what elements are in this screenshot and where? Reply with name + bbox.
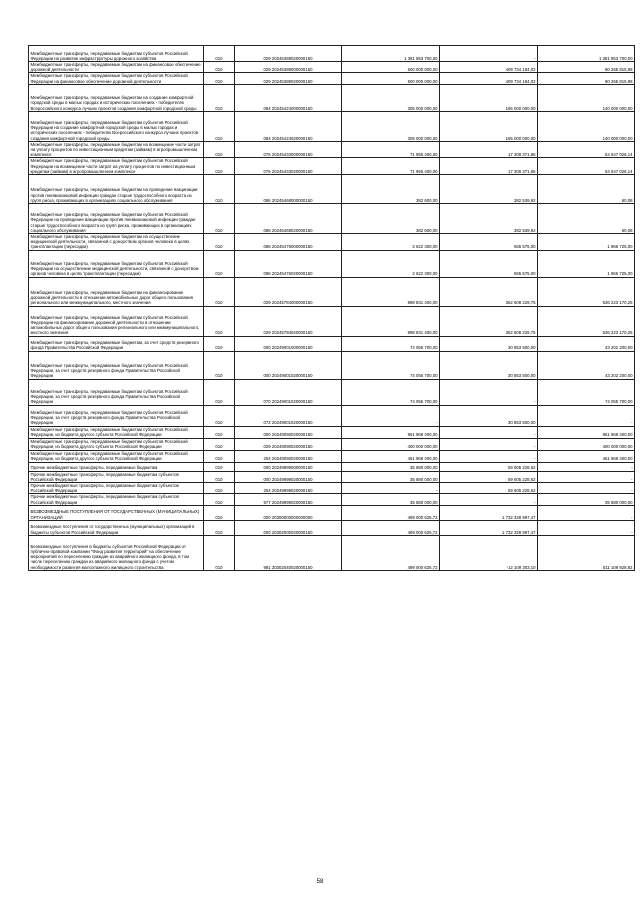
row-budget-code: 029 20245784000000150 [235, 277, 342, 306]
row-approved-amount: 500 000 000,00 [342, 62, 440, 73]
row-approved-amount: - [342, 483, 440, 494]
row-approved-amount: 382 600,00 [342, 175, 440, 204]
row-approved-amount: 74 055 700,00 [342, 336, 440, 351]
row-budget-code: 086 20245468000000150 [235, 175, 342, 204]
row-approved-amount: 2 622 300,00 [342, 250, 440, 277]
row-budget-code: 000 20249999020000150 [235, 471, 342, 482]
row-name: Безвозмездные поступления в бюджеты субъектов Российской Федерации от публично-правовой компании "Фонд развития территорий" на обеспечение мероприятий по переселению граждан из аварийного жилищного фонда, в том числе переселению граждан из аварийного жилищного фонда с учетом необходимости развития малоэтажного жилищного строительства [29, 535, 204, 570]
row-approved-amount: 71 955 400,00 [342, 158, 440, 175]
row-executed-amount: 1 732 328 997,47 [440, 505, 538, 520]
row-line-code: 010 [204, 379, 235, 405]
row-name: Межбюджетные трансферты, передаваемые бюджетам на возмещение части затрат на уплату процентов по инвестиционным кредитам (займам) в агропромышленном комплексе [29, 141, 204, 158]
table-row [29, 158, 635, 175]
row-executed-amount: 655 575,00 [440, 250, 538, 277]
row-budget-code: 254 20249999020000150 [235, 483, 342, 494]
row-name: Межбюджетные трансферты, передаваемые бюджетам на создание комфортной городской среды в малых городах и исторических поселениях - победителях Всероссийского конкурса лучших проектов создания комфортной городской среды [29, 84, 204, 111]
row-line-code: 010 [204, 62, 235, 73]
row-executed-amount: - [440, 426, 538, 438]
row-name: Межбюджетные трансферты, передаваемые бюджетам субъектов Российской Федерации, за счет средств резервного фонда Правительства Российской Федерации [29, 405, 204, 426]
row-budget-code: 086 20245476000000150 [235, 234, 342, 251]
table-row [29, 111, 635, 141]
row-unexecuted-amount: 43 202 200,00 [538, 351, 635, 379]
row-budget-code: 000 20249999000000150 [235, 462, 342, 471]
row-unexecuted-amount: 1 966 725,00 [538, 250, 635, 277]
row-executed-amount: 362 608 229,75 [440, 277, 538, 306]
row-name: Межбюджетные трансферты, передаваемые бюджетам на проведение вакцинации против пневмококковой инфекции граждан старше трудоспособного возраста из групп риска, проживающих в организациях социального обслуживания [29, 175, 204, 204]
row-name: Межбюджетные трансферты, передаваемые бюджетам субъектов Российской Федерации на финансовое обеспечение дорожной деятельности [29, 73, 204, 84]
row-executed-amount: 165 000 000,00 [440, 84, 538, 111]
row-unexecuted-amount: 140 000 000,00 [538, 84, 635, 111]
row-line-code: 010 [204, 520, 235, 535]
row-budget-code: 029 20249090020000150 [235, 438, 342, 450]
table-row [29, 46, 635, 62]
row-budget-code: 084 20245424000000150 [235, 84, 342, 111]
row-approved-amount: 500 000 000,00 [342, 73, 440, 84]
row-approved-amount: 861 968 400,00 [342, 426, 440, 438]
row-unexecuted-amount: - [538, 471, 635, 482]
row-name: Межбюджетные трансферты, передаваемые бюджетам на осуществление медицинской деятельности, связанной с донорством органов человека в целях трансплантации (пересадки) [29, 234, 204, 251]
budget-table-body [29, 46, 635, 571]
row-approved-amount: 74 055 700,00 [342, 379, 440, 405]
row-unexecuted-amount: - [538, 505, 635, 520]
row-executed-amount: 409 734 184,02 [440, 62, 538, 73]
row-line-code: 010 [204, 250, 235, 277]
row-line-code: 010 [204, 84, 235, 111]
row-unexecuted-amount: 511 109 928,82 [538, 535, 635, 570]
row-unexecuted-amount: 54 647 028,14 [538, 141, 635, 158]
row-name: Межбюджетные трансферты, передаваемые бюджетам на финансовое обеспечение дорожной деятельности [29, 62, 204, 73]
row-line-code: 010 [204, 306, 235, 336]
row-line-code: 010 [204, 471, 235, 482]
row-executed-amount: - [440, 438, 538, 450]
row-name: Межбюджетные трансферты, передаваемые бюджетам субъектов Российской Федерации, за счет средств резервного фонда Правительства Российской Федерации [29, 379, 204, 405]
row-approved-amount: 461 968 400,00 [342, 450, 440, 462]
table-row [29, 405, 635, 426]
row-budget-code: 076 20245433020000150 [235, 158, 342, 175]
row-approved-amount: 898 831 400,00 [342, 306, 440, 336]
row-line-code: 010 [204, 505, 235, 520]
table-row [29, 84, 635, 111]
row-unexecuted-amount: 54 647 028,14 [538, 158, 635, 175]
row-executed-amount: 59 605 228,62 [440, 462, 538, 471]
row-budget-code: 000 20300000000000000 [235, 505, 342, 520]
row-name: Межбюджетные трансферты, передаваемые бюджетам субъектов Российской Федерации, из бюджета другого субъекта Российской Федерации [29, 438, 204, 450]
row-unexecuted-amount: 74 055 700,00 [538, 379, 635, 405]
row-budget-code: 981 20302040020000150 [235, 535, 342, 570]
row-name: Межбюджетные трансферты, передаваемые бюджетам субъектов Российской Федерации на проведение вакцинации против пневмококковой инфекции граждан старше трудоспособного возраста из групп риска, проживающих в организациях социального обслуживания [29, 204, 204, 234]
row-name: Межбюджетные трансферты, передаваемые бюджетам, за счет средств резервного фонда Правительства Российской Федерации [29, 336, 204, 351]
row-line-code: 010 [204, 462, 235, 471]
row-line-code: 010 [204, 141, 235, 158]
row-unexecuted-amount: 43 202 200,00 [538, 336, 635, 351]
row-approved-amount: 305 000 000,00 [342, 84, 440, 111]
row-line-code: 010 [204, 336, 235, 351]
row-name: Межбюджетные трансферты, передаваемые бюджетам субъектов Российской Федерации, из бюджета другого субъекта Российской Федерации [29, 450, 204, 462]
row-executed-amount: 409 734 184,02 [440, 73, 538, 84]
table-row [29, 505, 635, 520]
row-name: Межбюджетные трансферты, передаваемые бюджетам на финансирование дорожной деятельности в отношении автомобильных дорог общего пользования регионального или межмуниципального, местного значения [29, 277, 204, 306]
row-approved-amount: 305 000 000,00 [342, 111, 440, 141]
row-unexecuted-amount: 90 265 815,98 [538, 62, 635, 73]
row-approved-amount: 2 622 300,00 [342, 234, 440, 251]
row-line-code: 010 [204, 483, 235, 494]
row-approved-amount: 35 880 000,00 [342, 494, 440, 505]
row-line-code: 010 [204, 175, 235, 204]
row-name: Межбюджетные трансферты, передаваемые бюджетам субъектов Российской Федерации на развитие инфраструктуры дорожного хозяйства [29, 46, 204, 62]
row-approved-amount: 35 880 000,00 [342, 462, 440, 471]
table-row [29, 141, 635, 158]
row-line-code: 010 [204, 450, 235, 462]
row-line-code: 010 [204, 438, 235, 450]
row-unexecuted-amount: 536 223 170,25 [538, 306, 635, 336]
table-row [29, 234, 635, 251]
table-row [29, 306, 635, 336]
table-row [29, 483, 635, 494]
table-row [29, 471, 635, 482]
table-row [29, 520, 635, 535]
row-unexecuted-amount: 861 968 400,00 [538, 426, 635, 438]
row-budget-code: 029 20245784020000150 [235, 306, 342, 336]
row-unexecuted-amount: 461 968 400,00 [538, 450, 635, 462]
row-budget-code: 000 20249001020000150 [235, 351, 342, 379]
table-row [29, 379, 635, 405]
table-row [29, 535, 635, 570]
row-executed-amount: - [440, 450, 538, 462]
row-name: Прочие межбюджетные трансферты, передаваемые бюджетам субъектов Российской Федерации [29, 494, 204, 505]
row-name: Прочие межбюджетные трансферты, передаваемые бюджетам [29, 462, 204, 471]
table-row [29, 450, 635, 462]
row-line-code: 010 [204, 73, 235, 84]
row-approved-amount: 400 000 000,00 [342, 438, 440, 450]
row-executed-amount: 30 853 500,00 [440, 405, 538, 426]
row-approved-amount: 1 381 953 700,00 [342, 46, 440, 62]
row-executed-amount: - [440, 379, 538, 405]
row-executed-amount: 17 308 371,86 [440, 158, 538, 175]
row-budget-code: 029 20245389020000150 [235, 73, 342, 84]
budget-table [28, 45, 635, 571]
row-name: Межбюджетные трансферты, передаваемые бюджетам субъектов Российской Федерации на финансирование дорожной деятельности в отношении автомобильных дорог общего пользования регионального или межмуниципального, местного значения [29, 306, 204, 336]
page-number: 58 [316, 879, 324, 885]
row-name: Межбюджетные трансферты, передаваемые бюджетам субъектов Российской Федерации, из бюджета другого субъекта Российской Федерации [29, 426, 204, 438]
row-name: Межбюджетные трансферты, передаваемые бюджетам субъектов Российской Федерации, за счет средств резервного фонда Правительства Российской Федерации [29, 351, 204, 379]
row-budget-code: 000 20302000020000150 [235, 520, 342, 535]
row-executed-amount: 382 539,92 [440, 204, 538, 234]
row-name: Межбюджетные трансферты, передаваемые бюджетам субъектов Российской Федерации на возмещение части затрат на уплату процентов по инвестиционным кредитам (займам) в агропромышленном комплексе [29, 158, 204, 175]
row-unexecuted-amount: - [538, 483, 635, 494]
row-budget-code: 086 20245468020000150 [235, 204, 342, 234]
table-row [29, 175, 635, 204]
row-line-code: 010 [204, 405, 235, 426]
row-executed-amount: - [440, 46, 538, 62]
row-budget-code: 000 20249090020000150 [235, 426, 342, 438]
table-row [29, 62, 635, 73]
row-approved-amount: 74 055 700,00 [342, 351, 440, 379]
row-executed-amount: - [440, 494, 538, 505]
row-budget-code: 977 20249999020000150 [235, 494, 342, 505]
row-name: Безвозмездные поступления от государственных (муниципальных) организаций в бюджеты субъектов Российской Федерации [29, 520, 204, 535]
row-name: Межбюджетные трансферты, передаваемые бюджетам субъектов Российской Федерации на осуществление медицинской деятельности, связанной с донорством органов человека в целях трансплантации (пересадки) [29, 250, 204, 277]
row-executed-amount: 165 000 000,00 [440, 111, 538, 141]
row-budget-code: 076 20245433000000150 [235, 141, 342, 158]
row-budget-code: 254 20249090020000150 [235, 450, 342, 462]
table-row [29, 73, 635, 84]
row-line-code: 010 [204, 494, 235, 505]
row-executed-amount: 382 539,92 [440, 175, 538, 204]
table-row [29, 204, 635, 234]
row-budget-code: 086 20245476020000150 [235, 250, 342, 277]
row-budget-code: 070 20249001020000150 [235, 379, 342, 405]
row-unexecuted-amount: 140 000 000,00 [538, 111, 635, 141]
row-budget-code: 029 20245389020000150 [235, 46, 342, 62]
row-unexecuted-amount: - [538, 462, 635, 471]
table-row [29, 494, 635, 505]
row-unexecuted-amount: 1 381 953 700,00 [538, 46, 635, 62]
row-unexecuted-amount: 60,08 [538, 175, 635, 204]
row-unexecuted-amount: 1 966 725,00 [538, 234, 635, 251]
row-name: Межбюджетные трансферты, передаваемые бюджетам субъектов Российской Федерации на создание комфортной городской среды в малых городах и исторических поселениях - победителях Всероссийского конкурса лучших проектов создания комфортной городской среды [29, 111, 204, 141]
row-budget-code: 072 20249001020000150 [235, 405, 342, 426]
row-approved-amount: 71 955 400,00 [342, 141, 440, 158]
row-unexecuted-amount: - [538, 520, 635, 535]
row-executed-amount: 59 605 228,62 [440, 471, 538, 482]
row-executed-amount: -12 109 303,10 [440, 535, 538, 570]
table-row [29, 462, 635, 471]
row-approved-amount: 35 880 000,00 [342, 471, 440, 482]
row-executed-amount: 1 732 328 997,47 [440, 520, 538, 535]
row-name: БЕЗВОЗМЕЗДНЫЕ ПОСТУПЛЕНИЯ ОТ ГОСУДАРСТВЕННЫХ (МУНИЦИПАЛЬНЫХ) ОРГАНИЗАЦИЙ [29, 505, 204, 520]
row-approved-amount: 382 600,00 [342, 204, 440, 234]
row-approved-amount: 499 000 625,72 [342, 520, 440, 535]
row-approved-amount: 499 000 625,72 [342, 535, 440, 570]
row-executed-amount: 59 605 228,62 [440, 483, 538, 494]
table-row [29, 250, 635, 277]
row-budget-code: 084 20245424020000150 [235, 111, 342, 141]
row-unexecuted-amount: 400 000 000,00 [538, 438, 635, 450]
row-name: Прочие межбюджетные трансферты, передаваемые бюджетам субъектов Российской Федерации [29, 471, 204, 482]
row-approved-amount: - [342, 405, 440, 426]
row-executed-amount: 30 853 500,00 [440, 336, 538, 351]
row-line-code: 010 [204, 46, 235, 62]
row-unexecuted-amount: 536 223 170,25 [538, 277, 635, 306]
row-line-code: 010 [204, 111, 235, 141]
row-budget-code: 029 20245389000000150 [235, 62, 342, 73]
table-row [29, 438, 635, 450]
row-line-code: 010 [204, 158, 235, 175]
table-row [29, 351, 635, 379]
row-line-code: 010 [204, 426, 235, 438]
row-executed-amount: 655 575,00 [440, 234, 538, 251]
row-executed-amount: 17 308 371,86 [440, 141, 538, 158]
row-line-code: 010 [204, 351, 235, 379]
table-row [29, 277, 635, 306]
row-unexecuted-amount: 60,08 [538, 204, 635, 234]
row-line-code: 010 [204, 277, 235, 306]
row-line-code: 010 [204, 535, 235, 570]
row-line-code: 010 [204, 234, 235, 251]
row-executed-amount: 30 853 500,00 [440, 351, 538, 379]
table-row [29, 426, 635, 438]
row-unexecuted-amount: - [538, 405, 635, 426]
row-budget-code: 000 20249001000000150 [235, 336, 342, 351]
row-line-code: 010 [204, 204, 235, 234]
row-unexecuted-amount: 35 880 000,00 [538, 494, 635, 505]
row-executed-amount: 362 608 229,75 [440, 306, 538, 336]
table-row [29, 336, 635, 351]
row-approved-amount: 898 831 400,00 [342, 277, 440, 306]
row-unexecuted-amount: 90 265 815,98 [538, 73, 635, 84]
row-approved-amount: 499 000 625,72 [342, 505, 440, 520]
row-name: Прочие межбюджетные трансферты, передаваемые бюджетам субъектов Российской Федерации [29, 483, 204, 494]
